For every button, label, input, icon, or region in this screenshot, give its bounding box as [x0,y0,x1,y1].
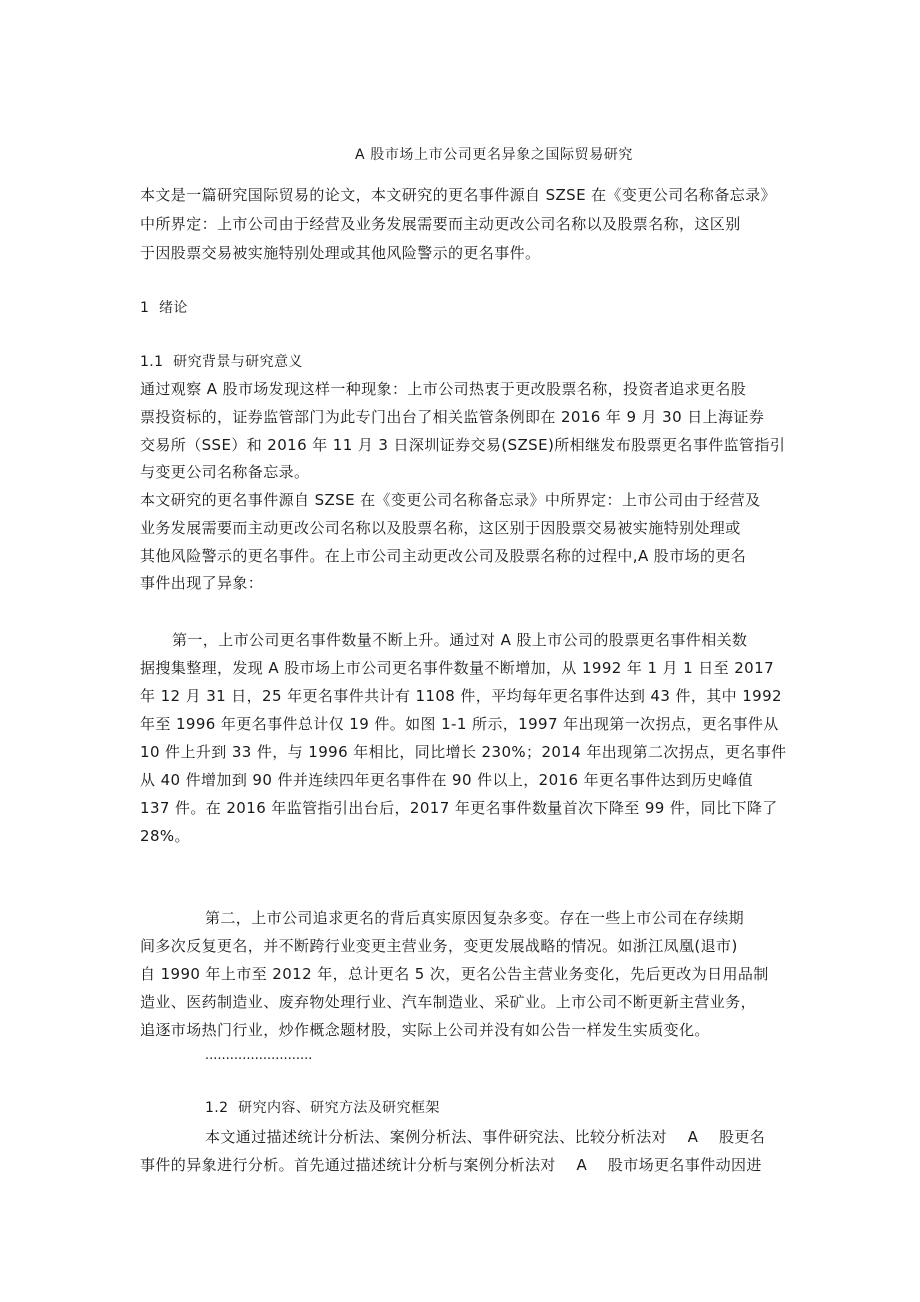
paragraph-line: 通过观察 A 股市场发现这样一种现象：上市公司热衷于更改股票名称，投资者追求更名股 [140,380,747,398]
paragraph-line: 交易所（SSE）和 2016 年 11 月 3 日深圳证券交易(SZSE)所相继发布股票更名事件监管指引 [140,436,786,454]
paragraph-line: 追逐市场热门行业，炒作概念题材股，实际上公司并没有如公告一样发生实质变化。 [140,1021,710,1039]
paragraph-line: 其他风险警示的更名事件。在上市公司主动更改公司及股票名称的过程中,A 股市场的更名 [140,547,747,565]
paragraph-line: 票投资标的，证券监管部门为此专门出台了相关监管条例即在 2016 年 9 月 30 日上海证券 [140,408,765,426]
paragraph-line: 本文通过描述统计分析法、案例分析法、事件研究法、比较分析法对 A 股更名 [205,1128,766,1146]
abstract-line: 中所界定：上市公司由于经营及业务发展需要而主动更改公司名称以及股票名称，这区别 [140,215,741,233]
paragraph-line: 年 12 月 31 日，25 年更名事件共计有 1108 件，平均每年更名事件达到 43 件，其中 1992 [140,687,782,705]
paragraph-line: 事件出现了异象： [140,574,264,592]
paragraph-line: 从 40 件增加到 90 件并连续四年更名事件在 90 件以上，2016 年更名事件达到历史峰值 [140,771,754,789]
paragraph-line: 137 件。在 2016 年监管指引出台后，2017 年更名事件数量首次下降至 99 件，同比下降了 [140,799,778,817]
section-heading-intro: 1 绪论 [140,300,188,316]
paragraph-line: 28%。 [140,827,190,845]
document-title: A 股市场上市公司更名异象之国际贸易研究 [355,147,634,163]
section-heading-content: 1.2 研究内容、研究方法及研究框架 [205,1100,440,1116]
paragraph-line: 第二，上市公司追求更名的背后真实原因复杂多变。存在一些上市公司在存续期 [205,909,745,927]
paragraph-line: 业务发展需要而主动更改公司名称以及股票名称，这区别于因股票交易被实施特别处理或 [140,519,741,537]
abstract-line: 于因股票交易被实施特别处理或其他风险警示的更名事件。 [140,244,541,262]
paragraph-line: 造业、医药制造业、废弃物处理行业、汽车制造业、采矿业。上市公司不断更新主营业务， [140,993,757,1011]
paragraph-line: 间多次反复更名，并不断跨行业变更主营业务，变更发展战略的情况。如浙江凤凰(退市) [140,937,738,955]
paragraph-line: 10 件上升到 33 件，与 1996 年相比，同比增长 230%；2014 年出现第二次拐点，更名事件 [140,743,787,761]
paragraph-line: 事件的异象进行分析。首先通过描述统计分析与案例分析法对 A 股市场更名事件动因进 [140,1156,762,1174]
abstract-line: 本文是一篇研究国际贸易的论文，本文研究的更名事件源自 SZSE 在《变更公司名称备忘录》 [140,186,776,204]
ellipsis-separator: .......................... [205,1048,313,1063]
paragraph-line: 据搜集整理，发现 A 股市场上市公司更名事件数量不断增加，从 1992 年 1 月 1 日至 2017 [140,659,775,677]
paragraph-line: 第一，上市公司更名事件数量不断上升。通过对 A 股上市公司的股票更名事件相关数 [172,631,748,649]
paragraph-line: 本文研究的更名事件源自 SZSE 在《变更公司名称备忘录》中所界定：上市公司由于经营及 [140,491,761,509]
paragraph-line: 年至 1996 年更名事件总计仅 19 件。如图 1-1 所示，1997 年出现第一次拐点，更名事件从 [140,715,779,733]
paragraph-line: 与变更公司名称备忘录。 [140,463,310,481]
paragraph-line: 自 1990 年上市至 2012 年，总计更名 5 次，更名公告主营业务变化，先后更改为日用品制 [140,965,769,983]
section-heading-background: 1.1 研究背景与研究意义 [140,354,303,370]
